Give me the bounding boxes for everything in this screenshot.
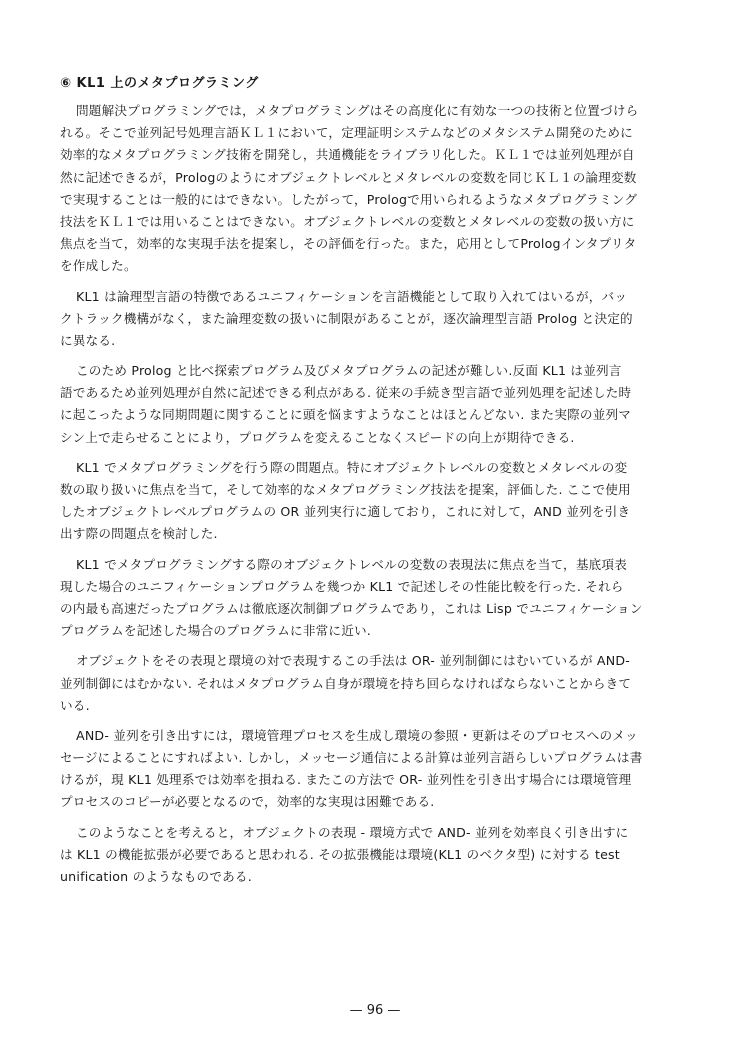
- paragraph: [60, 554, 692, 643]
- text-line: AND- 並列を引き出すには，環境管理プロセスを生成し環境の参照・更新はそのプロセスへのメッ: [76, 727, 638, 743]
- text-line: 技法をＫＬ１では用いることはできない。オブジェクトレベルの変数とメタレベルの変数の扱い方に: [60, 213, 635, 229]
- text-line: unification のようなものである.: [60, 869, 252, 884]
- section-heading: ⑥ KL1 上のメタプログラミング: [60, 76, 259, 91]
- text-line: で実現することは一般的にはできない。したがって，Prologで用いられるようなメタプログラミング: [60, 191, 638, 207]
- text-line: 焦点を当て，効率的な実現手法を提案し，その評価を行った。また，応用としてPrologインタプリタ: [60, 236, 637, 252]
- text-line: プログラムを記述した場合のプログラムに非常に近い.: [60, 623, 372, 639]
- text-line: を作成した。: [60, 258, 137, 274]
- text-line: プロセスのコピーが必要となるので，効率的な実現は困難である.: [60, 794, 435, 810]
- text-line: 並列制御にはむかない. それはメタプログラム自身が環境を持ち回らなければならないことからきて: [60, 675, 632, 691]
- text-line: オブジェクトをその表現と環境の対で表現するこの手法は OR- 並列制御にはむいているが AND-: [76, 653, 631, 669]
- text-line: の内最も高速だったプログラムは徹底逐次制御プログラムであり，これは Lisp でユニフィケーション: [60, 600, 643, 616]
- text-line: KL1 でメタプログラミングを行う際の問題点。特にオブジェクトレベルの変数とメタレベルの変: [76, 459, 628, 475]
- body-text: [60, 100, 692, 896]
- paragraph: [60, 100, 692, 278]
- paragraph: [60, 457, 692, 546]
- page-number: — 96 —: [349, 1003, 401, 1018]
- paragraph: [60, 286, 692, 353]
- paragraph: [60, 360, 692, 449]
- text-line: クトラック機構がなく，また論理変数の扱いに制限があることが，逐次論理型言語 Prolog と決定的: [60, 310, 633, 326]
- paragraph: [60, 822, 692, 889]
- text-line: 現した場合のユニフィケーションプログラムを幾つか KL1 で記述しその性能比較を行った. それら: [60, 578, 624, 594]
- text-line: いる.: [60, 697, 90, 713]
- text-line: 然に記述できるが，Prologのようにオブジェクトレベルとメタレベルの変数を同じＫＬ１の論理変数: [60, 169, 637, 185]
- text-line: KL1 でメタプログラミングする際のオブジェクトレベルの変数の表現法に焦点を当て，基底項表: [76, 556, 627, 572]
- text-line: シン上で走らせることにより，プログラムを変えることなくスピードの向上が期待できる.: [60, 429, 575, 445]
- text-line: に起こったような同期問題に関することに頭を悩ますようなことはほとんどない. また実際の並列マ: [60, 407, 632, 423]
- text-line: このようなことを考えると，オブジェクトの表現 - 環境方式で AND- 並列を効率良く引き出すに: [76, 824, 629, 840]
- text-line: に異なる.: [60, 332, 116, 348]
- text-line: 語であるため並列処理が自然に記述できる利点がある. 従来の手続き型言語で並列処理を記述した時: [60, 385, 632, 401]
- text-line: 出す際の問題点を検討した.: [60, 526, 218, 542]
- text-line: このため Prolog と比べ探索プログラム及びメタプログラムの記述が難しい.反面 KL1 は並列言: [76, 363, 622, 379]
- text-line: したオブジェクトレベルプログラムの OR 並列実行に適しており，これに対して，AND 並列を引き: [60, 504, 631, 520]
- text-line: 問題解決プログラミングでは，メタプログラミングはその高度化に有効な一つの技術と位置づけら: [76, 103, 639, 118]
- text-line: れる。そこで並列記号処理言語ＫＬ１において，定理証明システムなどのメタシステム開発のために: [60, 125, 633, 141]
- text-line: 効率的なメタプログラミング技術を開発し，共通機能をライブラリ化した。ＫＬ１では並列処理が自: [60, 147, 635, 163]
- text-line: けるが，現 KL1 処理系では効率を損ねる. またこの方法で OR- 並列性を引き出す場合には環境管理: [60, 772, 632, 788]
- text-line: KL1 は論理型言語の特徴であるユニフィケーションを言語機能として取り入れてはいるが，バッ: [76, 288, 628, 304]
- paragraph: [60, 650, 692, 717]
- text-line: 数の取り扱いに焦点を当て，そして効率的なメタプログラミング技法を提案，評価した. ここで使用: [60, 482, 631, 497]
- paragraph: [60, 725, 692, 814]
- text-line: セージによることにすればよい. しかし，メッセージ通信による計算は並列言語らしいプログラムは書: [60, 750, 643, 766]
- text-line: は KL1 の機能拡張が必要であると思われる. その拡張機能は環境(KL1 のベクタ型) に対する test: [60, 846, 620, 862]
